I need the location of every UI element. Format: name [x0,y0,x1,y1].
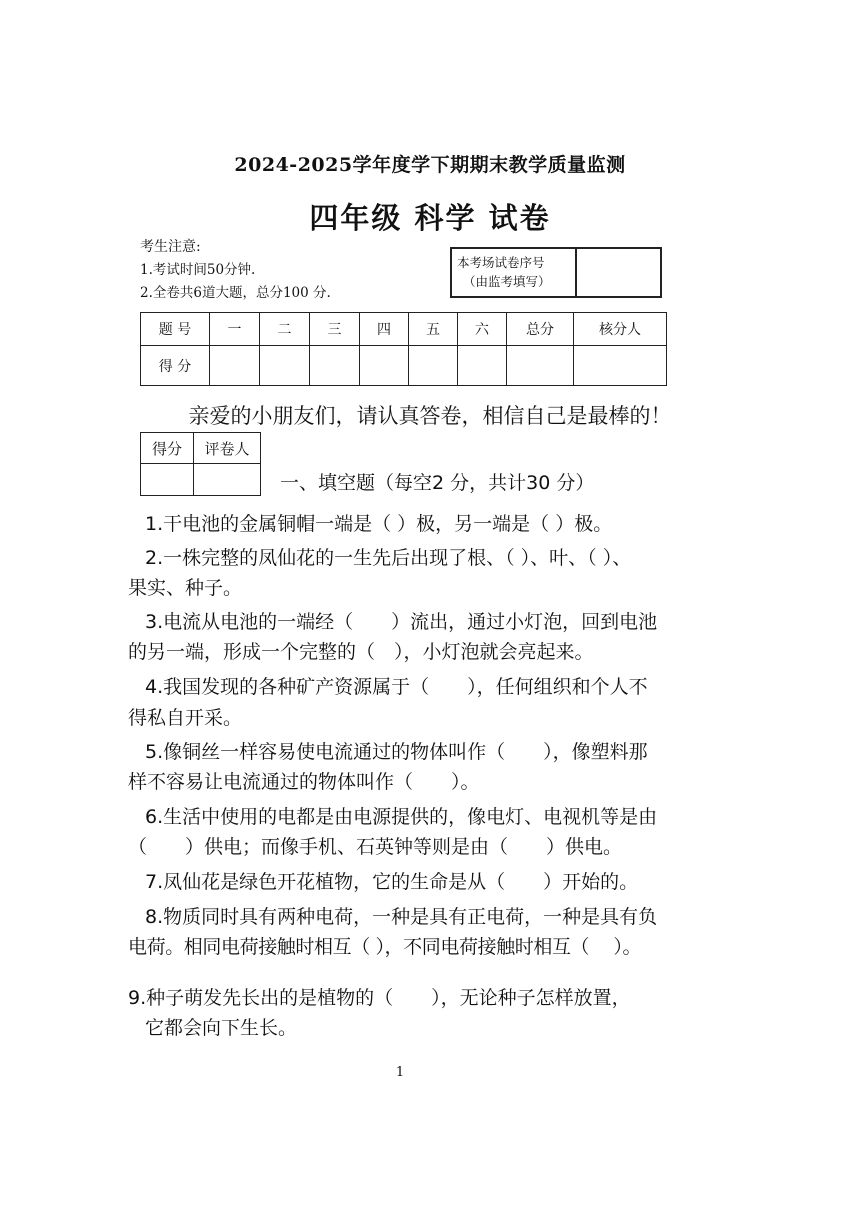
score-cell-checker[interactable] [574,346,667,386]
score-header-total: 总分 [507,313,574,346]
score-row-label: 得 分 [141,346,210,386]
notice-item-time: 1.考试时间50分钟. [140,262,256,278]
serial-label-line1: 本考场试卷序号 [457,255,545,270]
question-5-line-1: 5.像铜丝一样容易使电流通过的物体叫作（ ），像塑料那 [145,741,648,763]
score-header-label: 题 号 [141,313,210,346]
exam-name: 2024-2025学年度学下期期末教学质量监测 [234,154,626,176]
question-3-line-1: 3.电流从电池的一端经（ ）流出，通过小灯泡，回到电池 [145,611,658,633]
score-header-2: 二 [260,313,310,346]
score-table [140,312,667,386]
grader-name-cell[interactable] [194,464,261,496]
question-4-line-2: 得私自开采。 [128,707,243,729]
question-2-line-2: 果实、种子。 [128,577,243,599]
question-6-line-2: （ ）供电；而像手机、石英钟等则是由（ ）供电。 [128,836,623,858]
score-header-5: 五 [409,313,458,346]
question-3-line-2: 的另一端，形成一个完整的（ ），小灯泡就会亮起来。 [128,641,594,663]
question-2-line-1: 2.一株完整的凤仙花的一生先后出现了根、（ ）、叶、（ ）、 [145,547,632,569]
question-5-line-2: 样不容易让电流通过的物体叫作（ ）。 [128,771,480,793]
grader-table [140,432,261,496]
question-4-line-1: 4.我国发现的各种矿产资源属于（ ），任何组织和个人不 [145,676,648,698]
encouragement-line: 亲爱的小朋友们，请认真答卷，相信自己是最棒的！ [188,404,672,428]
serial-number-field[interactable] [577,249,660,296]
question-6-line-1: 6.生活中使用的电都是由电源提供的，像电灯、电视机等是由 [145,806,658,828]
question-8-line-2: 电荷。相同电荷接触时相互（ ），不同电荷接触时相互（ ）。 [128,936,642,958]
notice-heading: 考生注意: [140,239,201,255]
score-header-3: 三 [310,313,360,346]
score-cell[interactable] [310,346,360,386]
grader-score-cell[interactable] [141,464,194,496]
score-cell[interactable] [360,346,409,386]
score-header-checker: 核分人 [574,313,667,346]
notice-item-total: 2.全卷共6道大题，总分100 分. [140,285,331,301]
serial-number-box [450,247,662,298]
page-number: 1 [395,1065,405,1080]
serial-label-line2: （由监考填写） [463,274,551,289]
score-header-1: 一 [210,313,260,346]
question-9-line-1: 9.种子萌发先长出的是植物的（ ），无论种子怎样放置， [128,987,631,1009]
score-cell[interactable] [458,346,507,386]
score-cell[interactable] [260,346,310,386]
serial-number-label [452,249,577,296]
section-1-title: 一、填空题（每空2 分，共计30 分） [280,472,595,494]
score-cell[interactable] [210,346,260,386]
question-7-line-1: 7.凤仙花是绿色开花植物，它的生命是从（ ）开始的。 [145,871,639,893]
score-cell[interactable] [409,346,458,386]
question-9-line-2: 它都会向下生长。 [145,1017,298,1039]
score-cell-total[interactable] [507,346,574,386]
question-1-line-1: 1.干电池的金属铜帽一端是（ ）极，另一端是（ ）极。 [145,513,613,535]
grader-score-header: 得分 [141,433,194,464]
score-header-4: 四 [360,313,409,346]
grader-name-header: 评卷人 [194,433,261,464]
paper-title: 四年级 科学 试卷 [309,201,551,235]
question-8-line-1: 8.物质同时具有两种电荷，一种是具有正电荷，一种是具有负 [145,906,658,928]
score-header-6: 六 [458,313,507,346]
